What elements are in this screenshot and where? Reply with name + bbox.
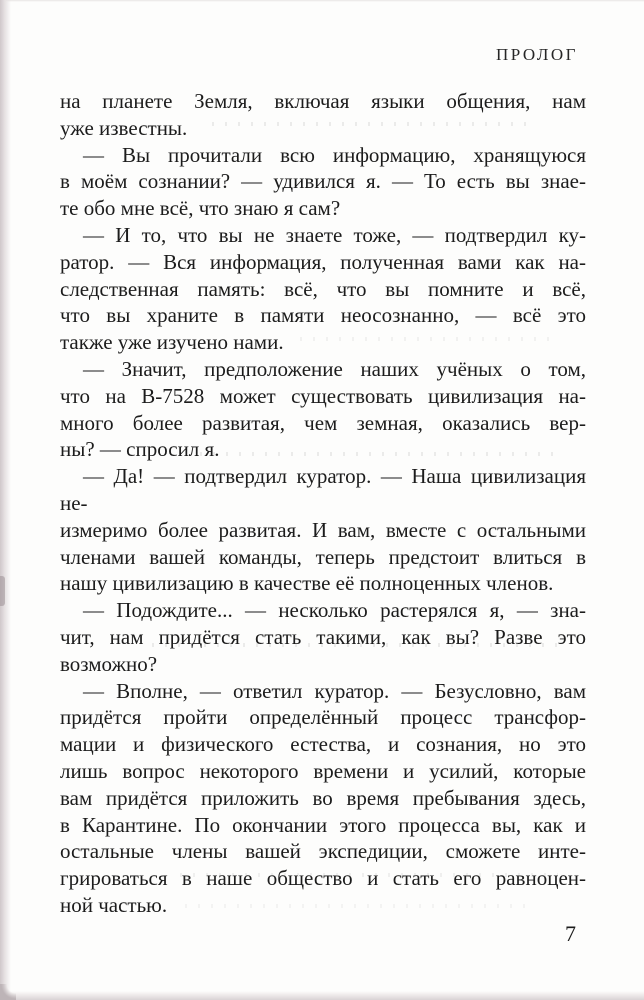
page-edge-bottom bbox=[0, 991, 644, 1000]
text-line: ной частью. bbox=[60, 892, 168, 917]
text-line: лишь вопрос некоторого времени и усилий, которые bbox=[60, 758, 586, 783]
text-line: — Подождите... — несколько растерялся я, — зна- bbox=[83, 598, 586, 623]
page-body bbox=[60, 88, 586, 919]
text-line: в моём сознании? — удивился я. — То есть вы знае- bbox=[60, 169, 586, 194]
text-line: в Карантине. По окончании этого процесса вы, как и bbox=[60, 812, 586, 837]
text-line: на планете Земля, включая языки общения, нам bbox=[60, 89, 586, 113]
text-line: что на В-7528 может существовать цивилизация на- bbox=[60, 383, 586, 408]
page-edge-top bbox=[0, 0, 644, 2]
text-line: возможно? bbox=[60, 651, 158, 676]
text-line: — Вы прочитали всю информацию, хранящуюся bbox=[83, 142, 586, 167]
text-line: вам придётся приложить во время пребывания здесь, bbox=[60, 785, 586, 810]
text-line: ны? — спросил я. bbox=[60, 437, 220, 462]
text-line: — Вполне, — ответил куратор. — Безусловно, вам bbox=[83, 678, 586, 703]
page-corner-shadow bbox=[0, 984, 16, 1000]
paragraph bbox=[60, 678, 586, 919]
page-number: 7 bbox=[565, 921, 576, 946]
text-line: уже известны. bbox=[60, 115, 188, 140]
text-line: много более развитая, чем земная, оказались вер- bbox=[60, 410, 586, 435]
text-line: также уже изучено нами. bbox=[60, 330, 284, 355]
paragraph bbox=[60, 88, 586, 142]
text-line: мации и физического естества, и сознания, но это bbox=[60, 732, 586, 757]
paragraph bbox=[60, 142, 586, 222]
paragraph bbox=[60, 463, 586, 597]
text-line: — Да! — подтвердил куратор. — Наша цивилизация не- bbox=[60, 464, 586, 515]
text-line: придётся пройти определённый процесс трансфор- bbox=[60, 705, 586, 730]
text-line: — Значит, предположение наших учёных о том, bbox=[83, 356, 586, 381]
paragraph bbox=[60, 222, 586, 356]
text-line: измеримо более развитая. И вам, вместе с остальными bbox=[60, 517, 586, 542]
text-line: чит, нам придётся стать такими, как вы? Разве это bbox=[60, 624, 586, 649]
text-line: остальные члены вашей экспедиции, сможете инте- bbox=[60, 839, 586, 864]
text-line: что вы храните в памяти неосознанно, — всё это bbox=[60, 303, 586, 328]
page-edge-notch bbox=[0, 576, 5, 606]
paragraph bbox=[60, 356, 586, 463]
text-line: нашу цивилизацию в качестве её полноценных членов. bbox=[60, 571, 554, 596]
text-line: следственная память: всё, что вы помните и всё, bbox=[60, 276, 586, 301]
page-edge-left bbox=[0, 0, 11, 1000]
paragraph bbox=[60, 597, 586, 677]
text-line: членами вашей команды, теперь предстоит влиться в bbox=[60, 544, 586, 569]
text-line: те обо мне всё, что знаю я сам? bbox=[60, 196, 341, 221]
text-line: грироваться в наше общество и стать его равноцен- bbox=[60, 866, 586, 891]
text-line: ратор. — Вся информация, полученная вами как на- bbox=[60, 249, 586, 274]
text-line: — И то, что вы не знаете тоже, — подтвердил ку- bbox=[83, 222, 586, 247]
running-head: ПРОЛОГ bbox=[495, 45, 578, 64]
